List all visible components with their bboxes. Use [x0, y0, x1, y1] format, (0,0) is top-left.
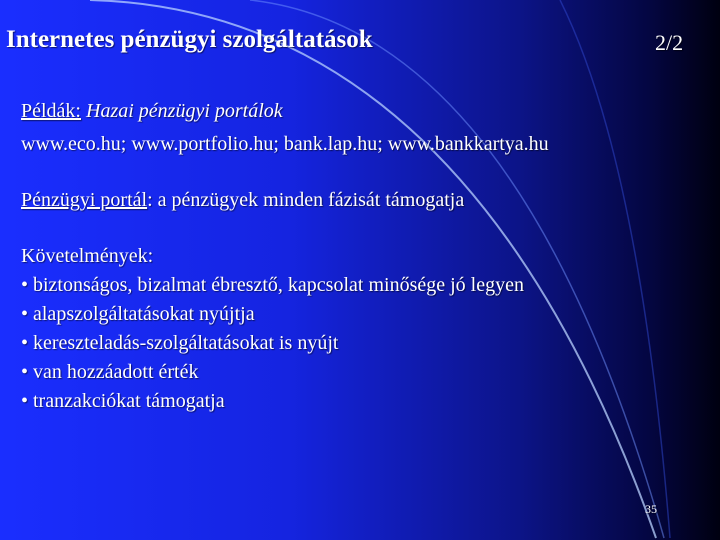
example-links: www.eco.hu; www.portfolio.hu; bank.lap.hu; www.bankkartya.hu: [21, 133, 549, 155]
slide-number: 35: [645, 502, 657, 516]
definition-line: [21, 186, 464, 215]
examples-heading: Hazai pénzügyi portálok: [86, 100, 283, 122]
requirement-item: • alapszolgáltatásokat nyújtja: [21, 303, 255, 325]
definition-text: : a pénzügyek minden fázisát támogatja: [147, 189, 465, 211]
requirement-item: • kereszteladás-szolgáltatásokat is nyújt: [21, 332, 339, 354]
requirement-item: • biztonságos, bizalmat ébresztő, kapcsolat minősége jó legyen: [21, 274, 524, 296]
requirement-item: • tranzakciókat támogatja: [21, 390, 225, 412]
slide-title: Internetes pénzügyi szolgáltatások: [6, 26, 373, 53]
examples-label: Példák:: [21, 100, 81, 122]
definition-term: Pénzügyi portál: [21, 189, 148, 211]
requirements-heading: Követelmények:: [21, 245, 154, 267]
examples-line: [21, 97, 283, 126]
requirement-item: • van hozzáadott érték: [21, 361, 199, 383]
page-indicator: 2/2: [655, 30, 684, 55]
